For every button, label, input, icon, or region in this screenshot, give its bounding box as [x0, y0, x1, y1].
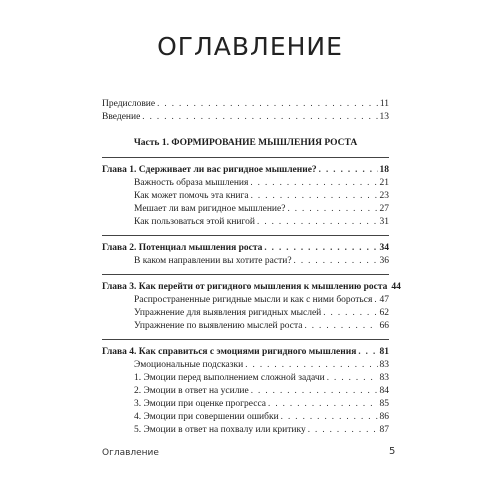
section-title: 4. Эмоции при совершении ошибки: [134, 412, 279, 422]
dot-leader: [268, 398, 377, 409]
chapter-title: Глава 4. Как справиться с эмоциями ригидного мышления: [102, 347, 357, 357]
section-entry: [102, 190, 389, 203]
section-page: 83: [379, 373, 389, 383]
section-title: 5. Эмоции в ответ на похвалу или критику: [134, 425, 306, 435]
section-page: 27: [379, 204, 389, 214]
section-title: Упражнение для выявления ригидных мыслей: [134, 308, 322, 318]
section-title: Распространенные ригидные мысли и как с ними бороться: [134, 295, 373, 305]
section-page: 23: [379, 191, 389, 201]
section-entry: [102, 359, 389, 372]
section-page: 62: [379, 308, 389, 318]
dot-leader: [358, 346, 377, 357]
dot-leader: [264, 242, 377, 253]
dot-leader: [281, 411, 378, 422]
chapter-title: Глава 1. Сдерживает ли вас ригидное мышление?: [102, 165, 317, 175]
section-page: 36: [379, 256, 389, 266]
running-head: Оглавление: [102, 448, 159, 458]
dot-leader: [304, 320, 377, 331]
dot-leader: [250, 177, 377, 188]
section-title: Важность образа мышления: [134, 178, 249, 188]
dot-leader: [245, 359, 377, 370]
section-entry: [102, 372, 389, 385]
page-title: ОГЛАВЛЕНИЕ: [157, 32, 343, 61]
chapter-divider: [102, 157, 389, 158]
section-entry: [102, 398, 389, 411]
dot-leader: [308, 424, 378, 435]
section-title: Как может помочь эта книга: [134, 191, 249, 201]
section-entry: [102, 411, 389, 424]
section-title: Эмоциональные подсказки: [134, 360, 244, 370]
section-entry: [102, 294, 389, 307]
chapter-page: 81: [379, 347, 389, 357]
section-page: 66: [379, 321, 389, 331]
dot-leader: [323, 307, 377, 318]
section-entry: [102, 320, 389, 333]
section-entry: [102, 307, 389, 320]
dot-leader: [257, 216, 377, 227]
section-title: 3. Эмоции при оценке прогресса: [134, 399, 267, 409]
section-page: 87: [379, 425, 389, 435]
chapter-entry: [102, 242, 389, 255]
section-title: В каком направлении вы хотите расти?: [134, 256, 292, 266]
section-entry: [102, 216, 389, 229]
chapter-divider: [102, 339, 389, 340]
section-title: Как пользоваться этой книгой: [134, 217, 256, 227]
dot-leader: [319, 164, 378, 175]
table-of-contents: [102, 98, 401, 437]
chapter-page: 44: [391, 282, 401, 292]
entry-title: Введение: [102, 112, 141, 122]
section-page: 83: [379, 360, 389, 370]
chapter-title: Глава 3. Как перейти от ригидного мышления к мышлению роста: [102, 282, 388, 292]
entry-page: 11: [379, 99, 389, 109]
chapter-entry: [102, 346, 389, 359]
dot-leader: [294, 255, 378, 266]
entry-page: 13: [379, 112, 389, 122]
dot-leader: [142, 111, 377, 122]
section-page: 85: [379, 399, 389, 409]
dot-leader: [287, 203, 377, 214]
section-title: 2. Эмоции в ответ на усилие: [134, 386, 249, 396]
dot-leader: [374, 294, 377, 305]
chapter-entry: [102, 281, 401, 294]
dot-leader: [327, 372, 378, 383]
chapter-title: Глава 2. Потенциал мышления роста: [102, 243, 263, 253]
chapter-divider: [102, 235, 389, 236]
section-page: 47: [379, 295, 389, 305]
part-heading: Часть 1. ФОРМИРОВАНИЕ МЫШЛЕНИЯ РОСТА: [133, 138, 358, 148]
section-page: 86: [379, 412, 389, 422]
section-entry: [102, 424, 389, 437]
page-number: 5: [389, 446, 396, 457]
chapter-divider: [102, 274, 389, 275]
front-matter: [102, 98, 389, 124]
section-page: 21: [379, 178, 389, 188]
section-title: Мешает ли вам ригидное мышление?: [134, 204, 286, 214]
chapter-page: 34: [379, 243, 389, 253]
toc-entry-introduction: [102, 111, 389, 124]
dot-leader: [251, 385, 378, 396]
section-entry: [102, 255, 389, 268]
section-entry: [102, 385, 389, 398]
entry-title: Предисловие: [102, 99, 156, 109]
dot-leader: [157, 98, 378, 109]
chapter-entry: [102, 164, 389, 177]
section-title: 1. Эмоции перед выполнением сложной задачи: [134, 373, 325, 383]
section-title: Упражнение по выявлению мыслей роста: [134, 321, 303, 331]
chapter-page: 18: [379, 165, 389, 175]
section-page: 84: [379, 386, 389, 396]
toc-entry-preface: [102, 98, 389, 111]
dot-leader: [251, 190, 378, 201]
section-entry: [102, 203, 389, 216]
section-page: 31: [379, 217, 389, 227]
section-entry: [102, 177, 389, 190]
